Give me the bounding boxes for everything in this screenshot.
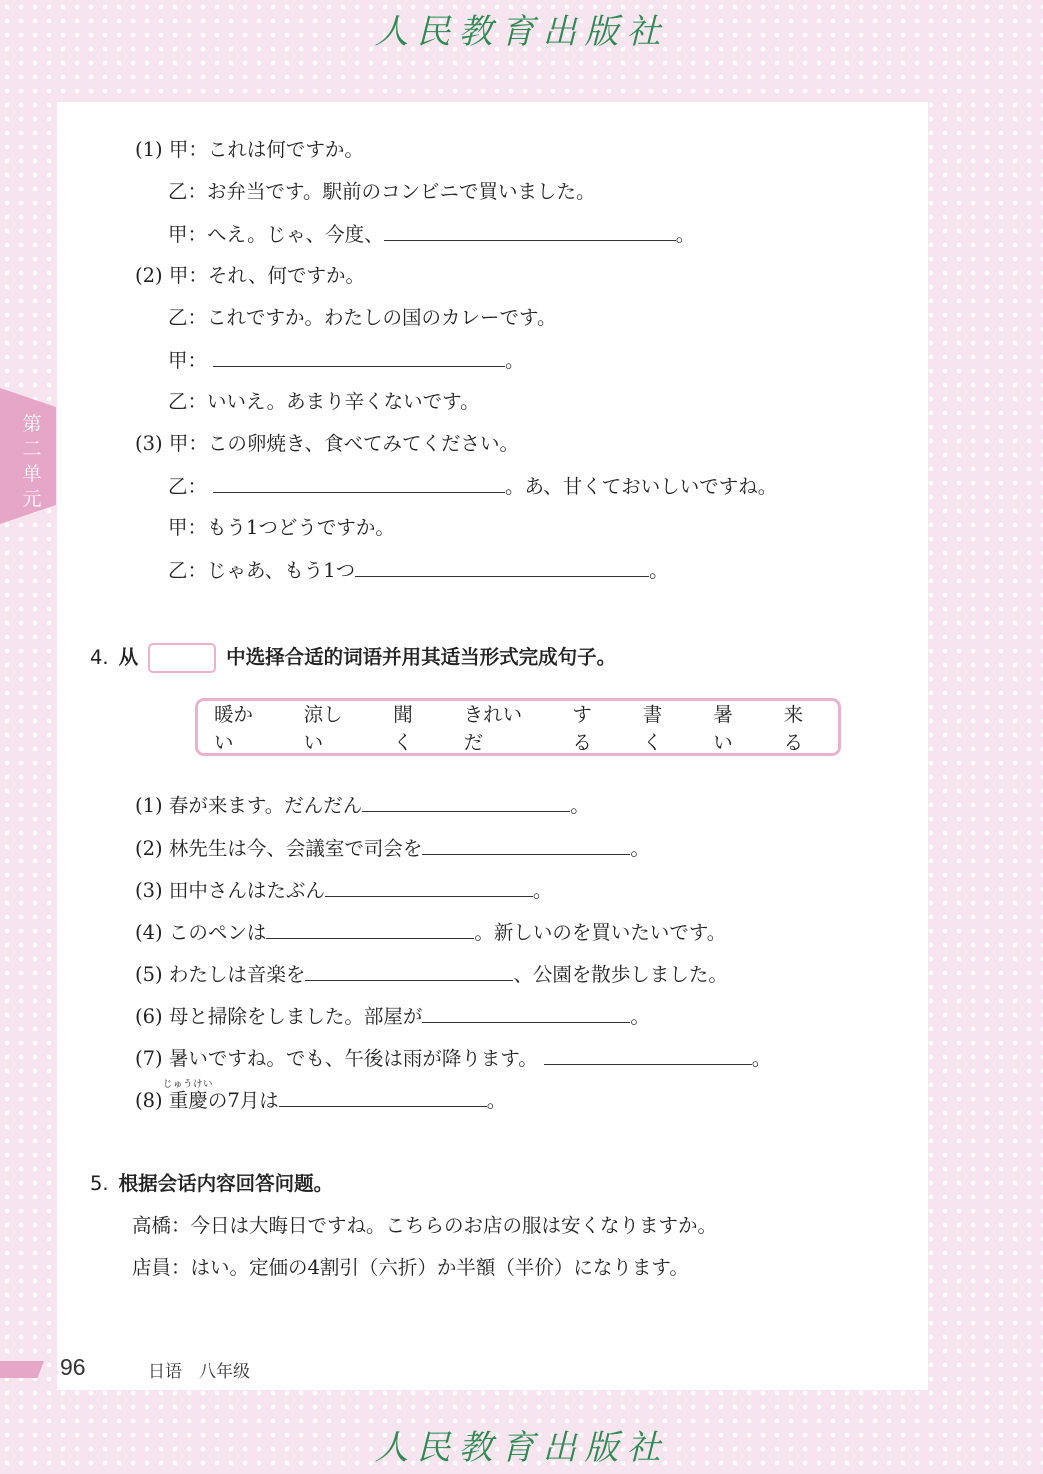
- unit-label: 第二单元: [22, 413, 42, 510]
- dialogue-line: (1) 甲：これは何ですか。: [135, 138, 364, 161]
- answer-blank[interactable]: [544, 1044, 752, 1065]
- word-choice: 暖かい: [214, 703, 254, 754]
- exercise-item: (5) わたしは音楽を 、公園を散歩しました。: [135, 960, 728, 989]
- answer-blank[interactable]: [213, 346, 505, 367]
- exercise-item: (8) 重慶の7月は 。: [135, 1086, 506, 1115]
- answer-blank[interactable]: [266, 918, 474, 939]
- conversation-line: 高橋：今日は大晦日ですね。こちらのお店の服は安くなりますか。: [132, 1214, 718, 1237]
- word-choice: 涼しい: [303, 703, 343, 754]
- word-choice: 暑い: [713, 703, 733, 754]
- answer-blank[interactable]: [362, 791, 570, 812]
- answer-blank[interactable]: [213, 472, 505, 493]
- word-choice: きれいだ: [463, 703, 523, 754]
- dialogue-line: (2) 甲：それ、何ですか。: [135, 264, 365, 287]
- dialogue-line: 甲： 。: [168, 346, 525, 375]
- footer-book-title: 日语 八年级: [148, 1362, 250, 1382]
- answer-blank[interactable]: [422, 1002, 630, 1023]
- furigana: じゅうけい: [163, 1079, 214, 1090]
- word-choice-box: [195, 698, 841, 756]
- question-4-heading: 4. 从 中选择合适的词语并用其适当形式完成句子。: [90, 643, 616, 673]
- answer-blank[interactable]: [279, 1086, 487, 1107]
- answer-blank[interactable]: [305, 960, 513, 981]
- exercise-item: (7) 暑いですね。でも、午後は雨が降ります。 。: [135, 1044, 771, 1073]
- word-choice: 書く: [642, 703, 663, 754]
- word-choice: する: [572, 703, 592, 754]
- dialogue-line: 乙：これですか。わたしの国のカレーです。: [168, 306, 557, 329]
- word-box-reference: [148, 643, 216, 673]
- answer-blank[interactable]: [384, 220, 676, 241]
- dialogue-line: 乙：お弁当です。駅前のコンビニで買いました。: [168, 180, 596, 203]
- dialogue-line: 甲：へえ。じゃ、今度、 。: [168, 220, 695, 249]
- answer-blank[interactable]: [355, 556, 649, 577]
- exercise-item: (1) 春が来ます。だんだん 。: [135, 791, 590, 820]
- word-choice: 聞く: [393, 703, 413, 754]
- page-number: 96: [60, 1354, 86, 1380]
- exercise-item: (3) 田中さんはたぶん 。: [135, 876, 552, 905]
- publisher-logo-top: 人民教育出版社: [374, 12, 669, 52]
- question-5-heading: 5. 根据会话内容回答问题。: [90, 1172, 334, 1195]
- dialogue-line: 甲：もう1つどうですか。: [168, 516, 395, 539]
- conversation-line: 店員：はい。定価の4割引（六折）か半額（半价）になります。: [132, 1256, 689, 1279]
- exercise-item: (6) 母と掃除をしました。部屋が 。: [135, 1002, 650, 1031]
- dialogue-line: 乙： 。あ、甘くておいしいですね。: [168, 472, 777, 501]
- answer-blank[interactable]: [422, 834, 630, 855]
- answer-blank[interactable]: [325, 876, 533, 897]
- word-choice: 来る: [783, 703, 804, 754]
- dialogue-line: 乙：じゃあ、もう1つ 。: [168, 556, 669, 585]
- exercise-item: (4) このペンは 。新しいのを買いたいです。: [135, 918, 726, 947]
- dialogue-line: (3) 甲：この卵焼き、食べてみてください。: [135, 432, 520, 455]
- page-number-bar: [0, 1361, 44, 1378]
- exercise-item: (2) 林先生は今、会議室で司会を 。: [135, 834, 650, 863]
- dialogue-line: 乙：いいえ。あまり辛くないです。: [168, 390, 480, 413]
- publisher-logo-bottom: 人民教育出版社: [374, 1428, 669, 1468]
